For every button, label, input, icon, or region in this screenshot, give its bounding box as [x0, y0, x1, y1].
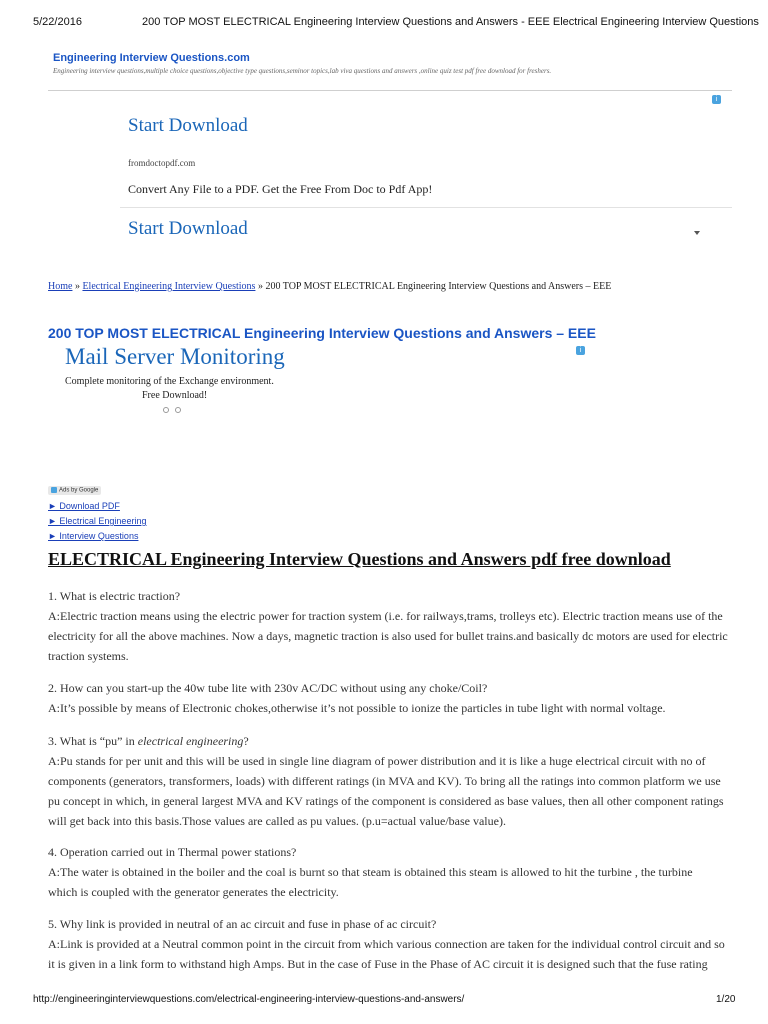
- answer-line: components (generators, transformers, loads) with different ratings (in MVA and KV). To bring all the ratings into common platform we use: [48, 774, 721, 788]
- ad-top-headline-1[interactable]: Start Download: [128, 115, 248, 136]
- ad-mid-line-1: Complete monitoring of the Exchange environment.: [65, 376, 274, 387]
- breadcrumb-separator: »: [72, 281, 83, 292]
- answer-line: A:The water is obtained in the boiler and the coal is burnt so that steam is obtained this steam is allowed to hit the turbine , the turbine: [48, 865, 693, 879]
- ad-top-divider: [120, 207, 732, 208]
- breadcrumb-home-link[interactable]: Home: [48, 281, 73, 292]
- ad-link-electrical-engineering[interactable]: ► Electrical Engineering: [48, 516, 147, 526]
- print-footer-url: http://engineeringinterviewquestions.com/electrical-engineering-interview-questions-and-answers/: [33, 994, 465, 1005]
- answer-line: A:Pu stands for per unit and this will be used in single line diagram of power distribution and it is like a huge electrical circuit with no of: [48, 754, 706, 768]
- answer-line: will get back into this basis.Those values are called as pu values. (p.u=actual value/base value).: [48, 814, 506, 828]
- breadcrumb-separator: »: [255, 281, 266, 292]
- answer-line: traction systems.: [48, 649, 129, 663]
- question-text-part: 3. What is “pu” in: [48, 734, 138, 748]
- print-page-number: 1/20: [716, 994, 736, 1005]
- answer-line: A:It’s possible by means of Electronic chokes,otherwise it’s not possible to ionize the particles in tube light with normal voltage.: [48, 701, 666, 715]
- pager-dots-icon[interactable]: [162, 406, 184, 414]
- ads-by-google-label[interactable]: [48, 486, 101, 495]
- ad-top-headline-2[interactable]: Start Download: [128, 218, 248, 239]
- section-title: ELECTRICAL Engineering Interview Questions and Answers pdf free download: [48, 549, 671, 569]
- answer-line: A:Electric traction means using the electric power for traction system (i.e. for railways,trams, trolleys etc). Electric traction means use of the: [48, 609, 723, 623]
- site-name-link[interactable]: Engineering Interview Questions.com: [53, 52, 250, 64]
- question-text: [48, 731, 736, 751]
- header-divider: [48, 90, 732, 91]
- question-text: 5. Why link is provided in neutral of an ac circuit and fuse in phase of ac circuit?: [48, 917, 437, 931]
- answer-line: A:Link is provided at a Neutral common point in the circuit from which various connection are taken for the individual control circuit and so: [48, 937, 725, 951]
- ads-by-google-text: Ads by Google: [59, 487, 99, 494]
- ad-mid-headline[interactable]: Mail Server Monitoring: [65, 344, 285, 369]
- answer-line: pu concept in which, in general largest MVA and KV ratings of the component is considered as base values, then all other component ratings: [48, 794, 724, 808]
- answer-line: electricity for all the above machines. Now a days, magnetic traction is also used for bullet trains.and basically dc motors are used for electric: [48, 629, 728, 643]
- print-date: 5/22/2016: [33, 16, 82, 28]
- ad-link-interview-questions[interactable]: ► Interview Questions: [48, 531, 139, 541]
- adchoices-icon[interactable]: i: [712, 95, 721, 104]
- article-title: 200 TOP MOST ELECTRICAL Engineering Interview Questions and Answers – EEE: [48, 325, 596, 341]
- ad-mid-line-2: Free Download!: [142, 390, 208, 401]
- question-text: 1. What is electric traction?: [48, 589, 181, 603]
- ad-link-download-pdf[interactable]: ► Download PDF: [48, 501, 120, 511]
- adchoices-icon[interactable]: i: [576, 346, 585, 355]
- answer-line: it is given in a link form to withstand high Amps. But in the case of Fuse in the Phase of AC circuit it is designed such that the fuse rating: [48, 957, 708, 971]
- qa-item-4: [48, 842, 736, 902]
- ad-top[interactable]: [120, 95, 732, 255]
- breadcrumb: [48, 281, 611, 292]
- ad-top-description: Convert Any File to a PDF. Get the Free From Doc to Pdf App!: [128, 182, 433, 196]
- breadcrumb-category-link[interactable]: Electrical Engineering Interview Questions: [82, 281, 256, 292]
- site-tagline: Engineering interview questions,multiple choice questions,objective type questions,seminor topics,lab viva questions and answers ,online quiz test pdf free download for freshers.: [53, 67, 552, 75]
- question-text: 4. Operation carried out in Thermal power stations?: [48, 845, 297, 859]
- answer-line: which is coupled with the generator generates the electricity.: [48, 885, 339, 899]
- qa-item-3: [48, 731, 736, 831]
- ad-top-domain: fromdoctopdf.com: [128, 158, 196, 168]
- qa-item-1: [48, 586, 736, 666]
- question-emphasis-link[interactable]: electrical engineering: [137, 734, 244, 748]
- question-text-part: ?: [243, 734, 249, 748]
- qa-item-2: [48, 678, 736, 718]
- adchoices-icon: [51, 487, 57, 493]
- ad-mid[interactable]: [48, 342, 588, 472]
- question-text: 2. How can you start-up the 40w tube lite with 230v AC/DC without using any choke/Coil?: [48, 681, 488, 695]
- chevron-down-icon[interactable]: [694, 231, 700, 235]
- print-title: 200 TOP MOST ELECTRICAL Engineering Interview Questions and Answers - EEE Electrical Engineering Interview Questions: [142, 16, 759, 28]
- qa-item-5: [48, 914, 736, 974]
- breadcrumb-current: 200 TOP MOST ELECTRICAL Engineering Interview Questions and Answers – EEE: [265, 281, 612, 292]
